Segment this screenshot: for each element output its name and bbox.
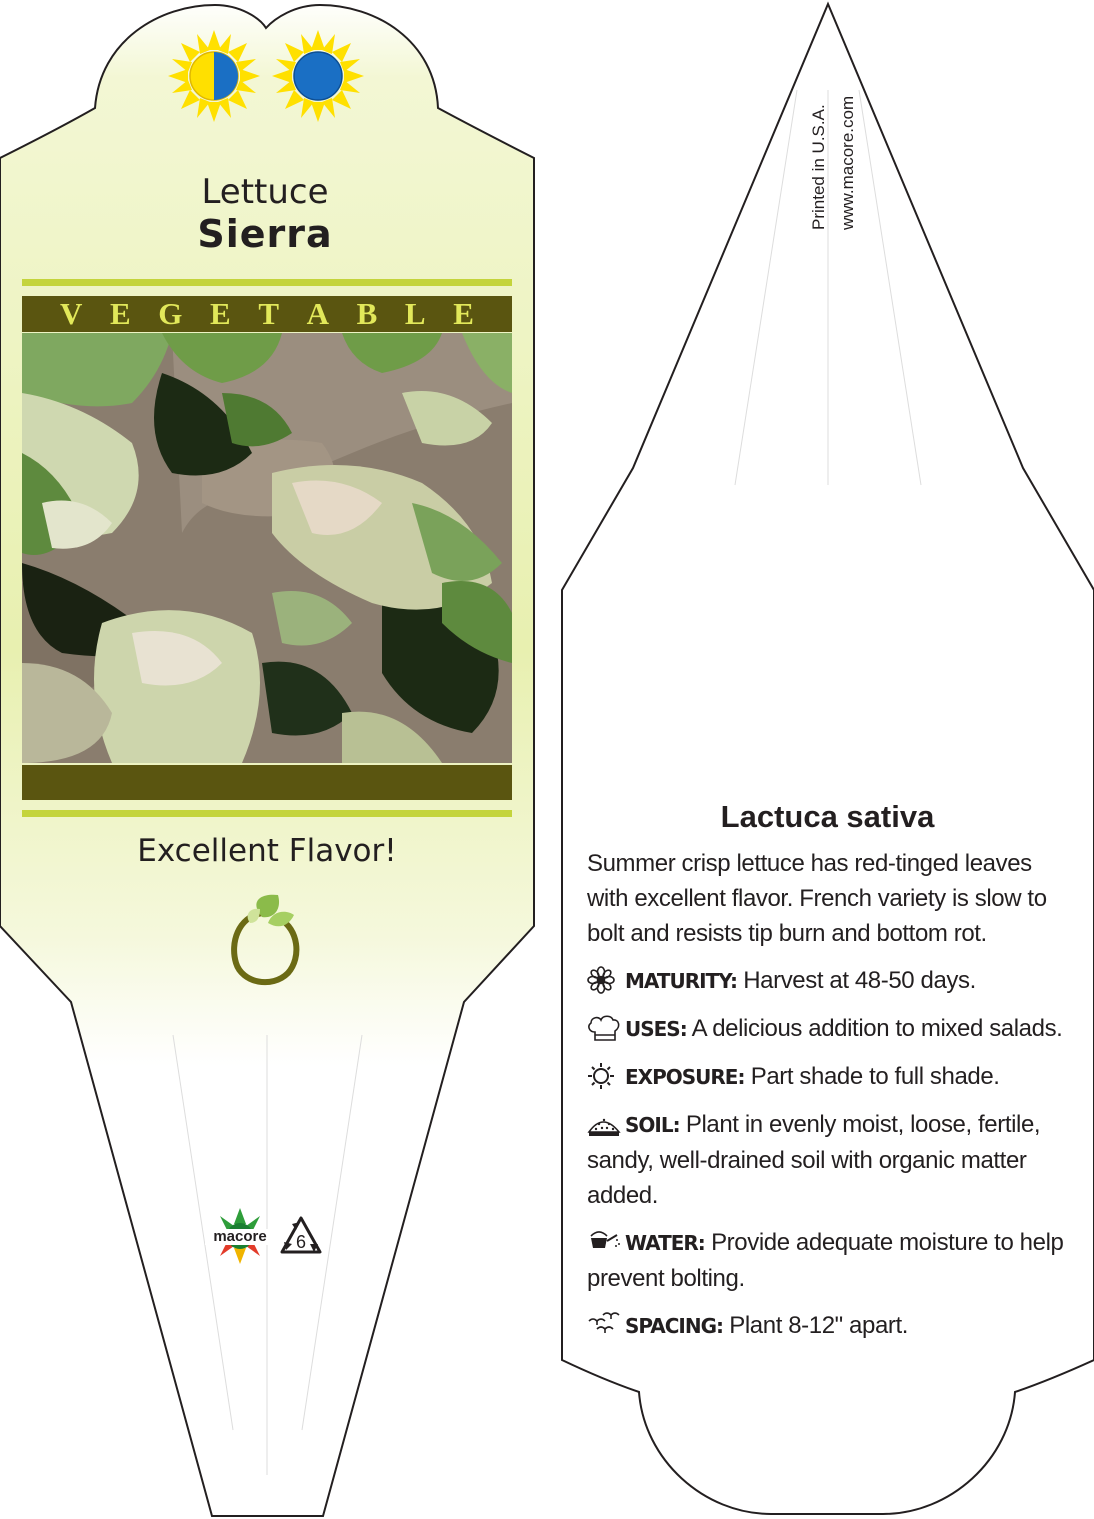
care-label: SOIL: bbox=[625, 1113, 680, 1137]
soil-icon bbox=[587, 1110, 621, 1138]
category-letter: B bbox=[356, 296, 378, 331]
chef-hat-icon bbox=[587, 1014, 621, 1042]
category-letter: G bbox=[158, 296, 183, 331]
leaf-logo-icon bbox=[228, 893, 304, 989]
tagline: Excellent Flavor! bbox=[137, 833, 397, 869]
category-band bbox=[22, 296, 512, 332]
flower-icon bbox=[587, 966, 621, 994]
category-letter: E bbox=[453, 296, 474, 331]
care-row-spacing bbox=[587, 1308, 1067, 1344]
part-sun-icon bbox=[166, 28, 262, 124]
category-letter: E bbox=[210, 296, 231, 331]
care-label: USES: bbox=[625, 1017, 687, 1041]
care-label: WATER: bbox=[625, 1231, 705, 1255]
care-text: Harvest at 48-50 days. bbox=[743, 967, 976, 994]
category-letter: L bbox=[404, 296, 426, 331]
care-text: Plant in evenly moist, loose, fertile, sandy, well-drained soil with organic matter added. bbox=[587, 1111, 1041, 1209]
category-letter: A bbox=[306, 296, 330, 331]
website-url: www.macore.com bbox=[838, 95, 857, 230]
care-text: Plant 8-12" apart. bbox=[729, 1312, 909, 1339]
spacing-icon bbox=[587, 1311, 621, 1339]
divider-line bbox=[22, 810, 512, 817]
care-label: SPACING: bbox=[625, 1314, 723, 1338]
sun-icon bbox=[587, 1062, 621, 1090]
divider-line bbox=[22, 279, 512, 286]
brand-name: macore bbox=[205, 1229, 275, 1245]
care-text: Part shade to full shade. bbox=[750, 1063, 1000, 1090]
watering-can-icon bbox=[587, 1228, 621, 1256]
care-label: MATURITY: bbox=[625, 969, 737, 993]
category-letter: T bbox=[258, 296, 280, 331]
care-text: A delicious addition to mixed salads. bbox=[691, 1015, 1063, 1042]
category-letter: E bbox=[110, 296, 131, 331]
photo-bottom-band bbox=[22, 765, 512, 800]
care-info bbox=[587, 846, 1067, 1356]
printed-in-notice: Printed in U.S.A. bbox=[809, 104, 828, 230]
full-shade-icon bbox=[270, 28, 366, 124]
common-name: Lettuce bbox=[201, 172, 329, 212]
care-text: Provide adequate moisture to help prevent bolting. bbox=[587, 1229, 1064, 1292]
care-label: EXPOSURE: bbox=[625, 1065, 745, 1089]
category-letter: V bbox=[60, 296, 83, 331]
care-row-exposure bbox=[587, 1059, 1067, 1095]
care-row-soil bbox=[587, 1107, 1067, 1213]
recycle-code: 6 bbox=[295, 1232, 306, 1252]
care-row-maturity bbox=[587, 963, 1067, 999]
description: Summer crisp lettuce has red-tinged leaves with excellent flavor. French variety is slow to bolt and resists tip burn and bottom rot. bbox=[587, 850, 1047, 947]
botanical-name: Lactuca sativa bbox=[720, 799, 935, 834]
care-row-water bbox=[587, 1225, 1067, 1296]
lettuce-photo bbox=[22, 333, 512, 763]
care-row-uses bbox=[587, 1011, 1067, 1047]
variety-name: Sierra bbox=[197, 212, 333, 256]
